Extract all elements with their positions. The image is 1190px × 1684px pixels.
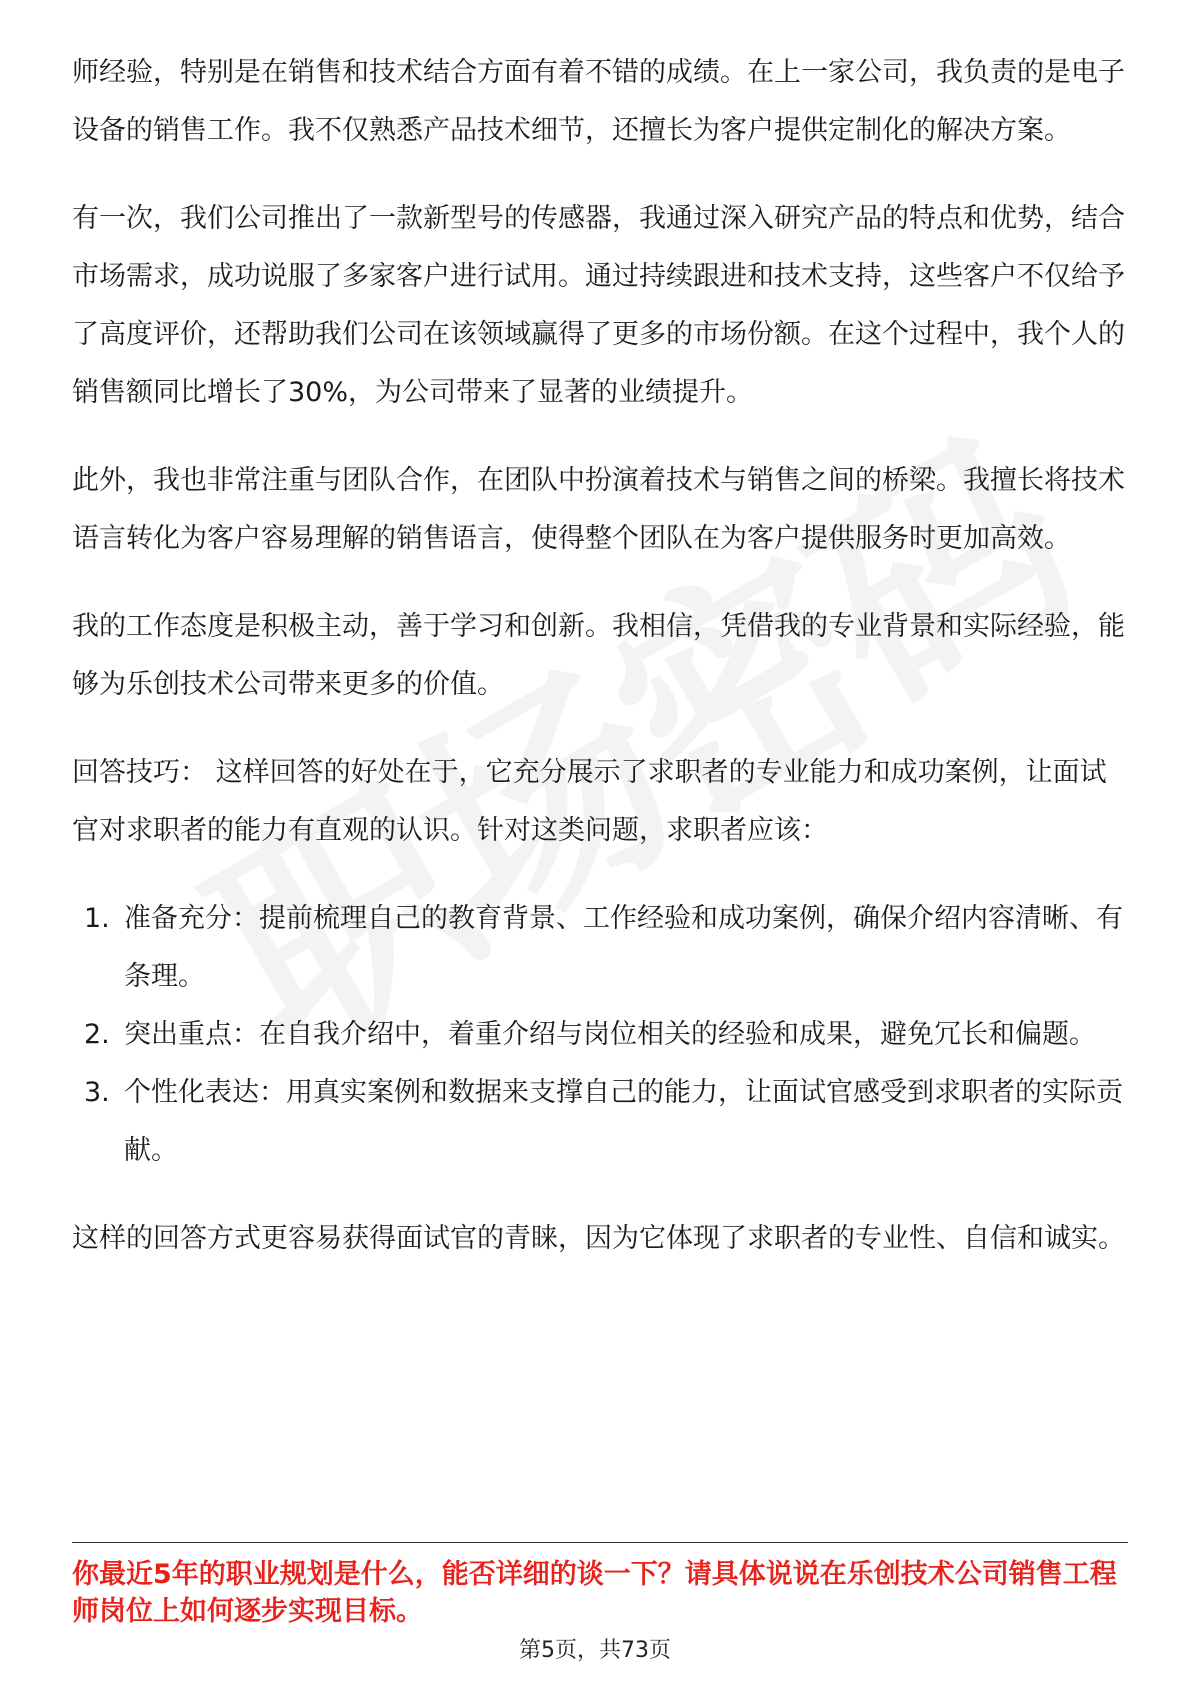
tips-list: [72, 890, 1128, 1180]
list-item-number: 2.: [84, 1019, 110, 1050]
paragraph-closing: 这样的回答方式更容易获得面试官的青睐，因为它体现了求职者的专业性、自信和诚实。: [72, 1223, 1125, 1254]
list-item: [72, 1064, 1128, 1180]
list-item-number: 1.: [84, 903, 110, 934]
paragraph-answer-tips: 回答技巧： 这样回答的好处在于，它充分展示了求职者的专业能力和成功案例，让面试官对求职者的能力有直观的认识。针对这类问题，求职者应该：: [72, 757, 1107, 846]
body-content: [72, 44, 1128, 1298]
next-question-heading: 你最近5年的职业规划是什么，能否详细的谈一下？请具体说说在乐创技术公司销售工程师岗位上如何逐步实现目标。: [72, 1559, 1117, 1627]
list-item: [72, 1006, 1128, 1064]
list-item-text: 准备充分：提前梳理自己的教育背景、工作经验和成功案例，确保介绍内容清晰、有条理。: [124, 903, 1123, 992]
section-divider: [72, 1542, 1128, 1543]
list-item-text: 突出重点：在自我介绍中，着重介绍与岗位相关的经验和成果，避免冗长和偏题。: [124, 1019, 1096, 1050]
paragraph-experience: 师经验，特别是在销售和技术结合方面有着不错的成绩。在上一家公司，我负责的是电子设备的销售工作。我不仅熟悉产品技术细节，还擅长为客户提供定制化的解决方案。: [72, 57, 1125, 146]
list-item-number: 3.: [84, 1077, 110, 1108]
paragraph-attitude: 我的工作态度是积极主动，善于学习和创新。我相信，凭借我的专业背景和实际经验，能够为乐创技术公司带来更多的价值。: [72, 611, 1125, 700]
list-item-text: 个性化表达：用真实案例和数据来支撑自己的能力，让面试官感受到求职者的实际贡献。: [124, 1077, 1123, 1166]
paragraph-teamwork: 此外，我也非常注重与团队合作，在团队中扮演着技术与销售之间的桥梁。我擅长将技术语言转化为客户容易理解的销售语言，使得整个团队在为客户提供服务时更加高效。: [72, 465, 1125, 554]
paragraph-sensor-case: 有一次，我们公司推出了一款新型号的传感器，我通过深入研究产品的特点和优势，结合市场需求，成功说服了多家客户进行试用。通过持续跟进和技术支持，这些客户不仅给予了高度评价，还帮助我们公司在该领域赢得了更多的市场份额。在这个过程中，我个人的销售额同比增长了30%，为公司带来了显著的业绩提升。: [72, 203, 1125, 408]
page-number-footer: 第5页，共73页: [519, 1638, 671, 1663]
list-item: [72, 890, 1128, 1006]
